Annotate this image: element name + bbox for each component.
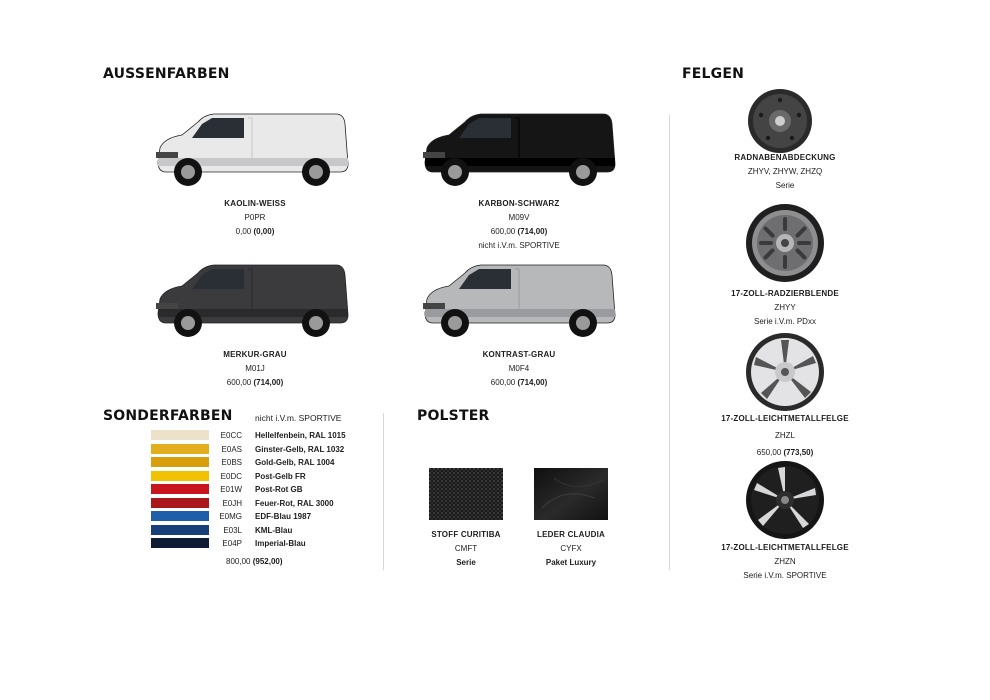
special-colors-title: SONDERFARBEN — [103, 408, 233, 424]
special-color-code: E0JH — [222, 498, 242, 508]
color-swatch — [151, 471, 209, 481]
van-image — [419, 102, 619, 192]
divider-wheels — [669, 115, 670, 570]
color-swatch — [151, 525, 209, 535]
color-swatch — [151, 511, 209, 521]
color-name: KAOLIN-WEISS — [224, 199, 286, 208]
color-name: KONTRAST-GRAU — [482, 350, 556, 359]
hub-cap-wheel-icon — [745, 86, 815, 156]
color-price: 600,00 (714,00) — [490, 378, 548, 387]
color-swatch — [151, 430, 209, 440]
color-code: M09V — [508, 213, 530, 222]
color-price: 600,00 (714,00) — [490, 227, 548, 236]
color-code: M0F4 — [508, 364, 530, 373]
van-caption-2 — [155, 348, 355, 390]
color-price: 0,00 (0,00) — [235, 227, 275, 236]
upholstery-title: POLSTER — [417, 408, 490, 424]
special-color-name: Gold-Gelb, RAL 1004 — [255, 458, 335, 467]
special-color-code: E03L — [223, 525, 242, 535]
special-color-code: E0AS — [221, 444, 242, 454]
special-color-name: KML-Blau — [255, 525, 293, 535]
wheel-caption-0: RADNABENABDECKUNG ZHYV, ZHYW, ZHZQ Serie — [734, 153, 836, 190]
special-color-name: Feuer-Rot, RAL 3000 — [255, 498, 334, 508]
special-color-code: E0BS — [221, 458, 242, 467]
alloy-wheel-zhzn-icon — [745, 460, 825, 540]
special-color-code: E01W — [220, 485, 242, 494]
color-swatch — [151, 538, 209, 548]
color-name: MERKUR-GRAU — [223, 350, 287, 359]
special-colors-note: nicht i.V.m. SPORTIVE — [255, 413, 342, 423]
color-swatch — [151, 498, 209, 508]
wheel-caption-1: 17-ZOLL-RADZIERBLENDE ZHYY Serie i.V.m. PDxx — [731, 289, 839, 326]
wheel-caption-2: 17-ZOLL-LEICHTMETALLFELGE ZHZL 650,00 (773,50) — [721, 414, 849, 457]
exterior-colors-title: AUSSENFARBEN — [103, 66, 230, 82]
color-swatch — [151, 484, 209, 494]
van-caption-3 — [419, 348, 619, 390]
special-color-name: EDF-Blau 1987 — [255, 512, 312, 521]
upholstery-caption-1: LEDER CLAUDIA CYFX Paket Luxury — [537, 530, 605, 567]
van-caption-0 — [155, 197, 355, 239]
color-name: KARBON-SCHWARZ — [478, 199, 560, 208]
color-swatch — [151, 457, 209, 467]
special-color-name: Ginster-Gelb, RAL 1032 — [255, 444, 345, 454]
van-image — [152, 102, 352, 192]
van-caption-1 — [419, 197, 619, 253]
color-note: nicht i.V.m. SPORTIVE — [478, 241, 560, 250]
special-color-name: Imperial-Blau — [255, 539, 306, 548]
special-color-code: E0DC — [220, 471, 242, 481]
wheel-caption-3: 17-ZOLL-LEICHTMETALLFELGE ZHZN Serie i.V.m. SPORTIVE — [721, 543, 849, 580]
special-colors-price: 800,00 (952,00) — [226, 557, 283, 566]
van-image — [152, 253, 352, 343]
leather-claudia-swatch — [534, 468, 608, 520]
divider-upholstery — [383, 413, 384, 570]
wheel-trim-icon — [745, 203, 825, 283]
fabric-curitiba-swatch — [429, 468, 503, 520]
color-price: 600,00 (714,00) — [226, 378, 284, 387]
color-code: M01J — [245, 364, 265, 373]
special-color-code: E04P — [222, 539, 242, 548]
special-color-name: Post-Rot GB — [255, 485, 303, 494]
color-swatch — [151, 444, 209, 454]
upholstery-caption-0: STOFF CURITIBA CMFT Serie — [431, 530, 501, 567]
van-image — [419, 253, 619, 343]
alloy-wheel-zhzl-icon — [745, 332, 825, 412]
color-code: P0PR — [244, 213, 266, 222]
wheels-title: FELGEN — [682, 66, 745, 82]
special-color-code: E0CC — [220, 431, 242, 440]
special-color-code: E0MG — [219, 512, 242, 521]
special-color-name: Hellelfenbein, RAL 1015 — [255, 431, 346, 440]
special-color-name: Post-Gelb FR — [255, 471, 306, 481]
